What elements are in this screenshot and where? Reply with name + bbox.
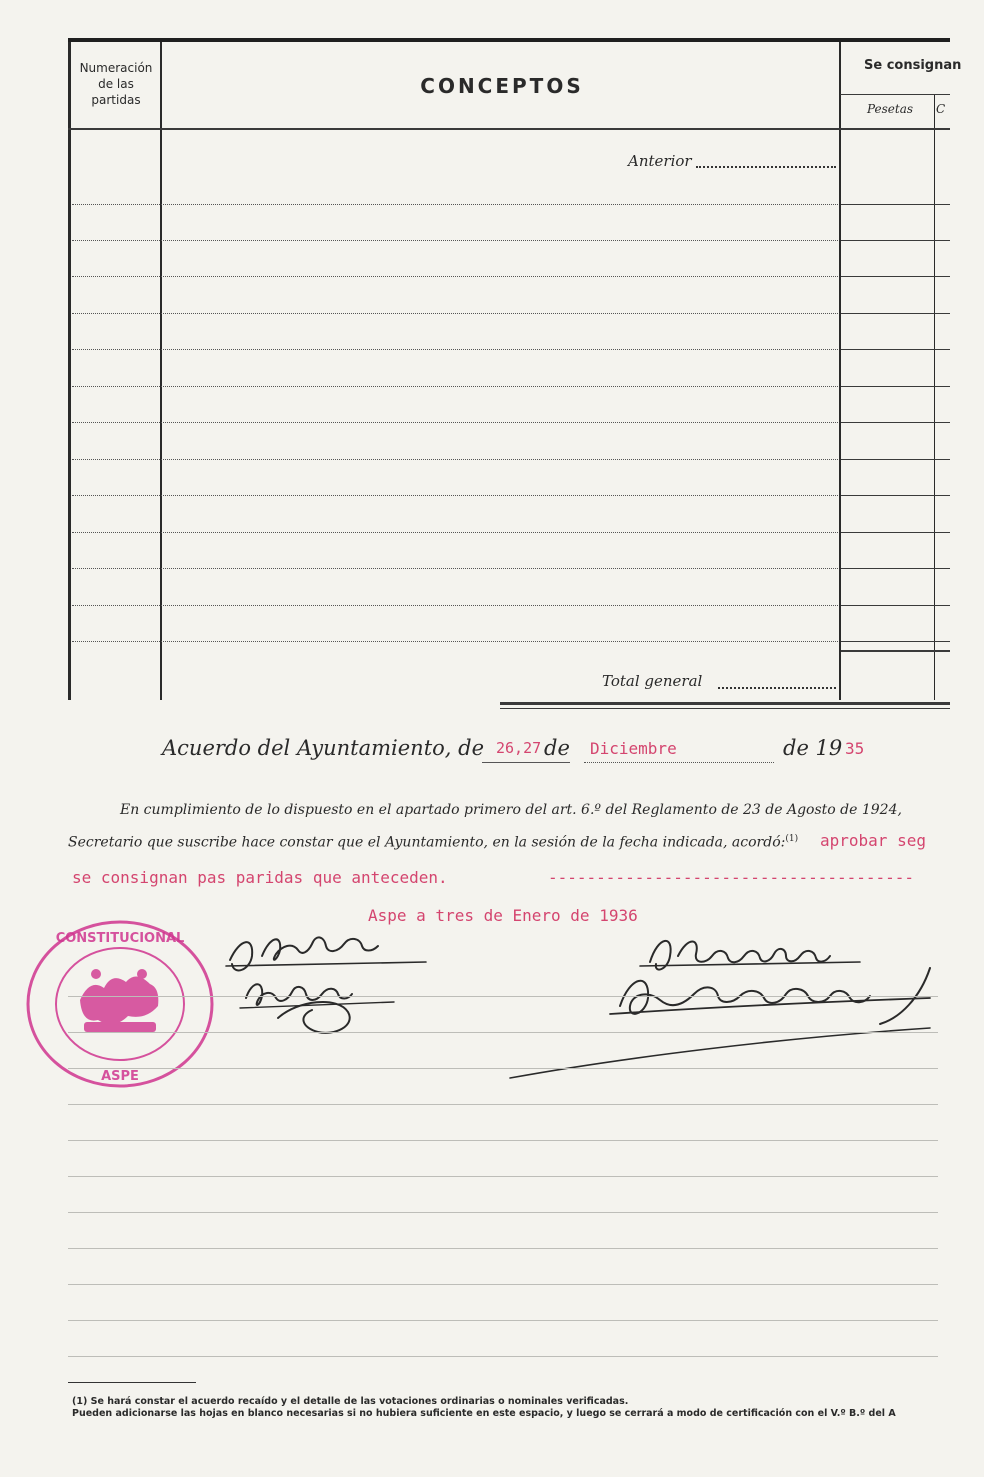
blank-writing-line xyxy=(68,1140,938,1141)
ledger-row-rule xyxy=(841,204,950,205)
ledger-row-rule xyxy=(72,313,838,314)
ledger-row-rule xyxy=(841,386,950,387)
typed-place-date: Aspe a tres de Enero de 1936 xyxy=(368,906,638,925)
ledger-row-rule xyxy=(841,240,950,241)
footnote-rule xyxy=(68,1382,196,1383)
blank-writing-line xyxy=(68,1032,938,1033)
total-top-rule xyxy=(841,650,950,652)
ledger-row-rule xyxy=(72,605,838,606)
typed-dash-fill: -------------------------------------- xyxy=(548,868,915,887)
seal-lettering: CONSTITUCIONAL xyxy=(55,931,185,946)
ledger-row-rule xyxy=(841,422,950,423)
certificacion-line-2-text: Secretario que suscribe hace constar que el Ayuntamiento, en la sesión de la fecha indicada, acordó: xyxy=(68,834,786,851)
column-divider xyxy=(160,42,162,700)
month-underline xyxy=(584,762,774,763)
footnote-2: Pueden adicionarse las hojas en blanco necesarias si no hubiera suficiente en este espacio, y luego se cerrará a modo de certificación con el V.º B.º del A xyxy=(72,1408,896,1419)
ledger-row-rule xyxy=(72,386,838,387)
ledger-row-rule xyxy=(841,459,950,460)
numeracion-header: Numeración de las partidas xyxy=(79,61,153,107)
secretario-signature xyxy=(500,928,940,1088)
certificacion-line-1: En cumplimiento de lo dispuesto en el apartado primero del art. 6.º del Reglamento de 23 de Agosto de 1924, xyxy=(120,802,902,818)
table-top-border xyxy=(68,38,950,42)
blank-writing-line xyxy=(68,1068,938,1069)
anterior-label: Anterior xyxy=(628,152,692,170)
acuerdo-month: Diciembre xyxy=(590,739,677,758)
blank-writing-line xyxy=(68,996,938,997)
budget-ledger-table xyxy=(68,38,962,700)
anterior-leader xyxy=(696,166,836,168)
alcalde-signature xyxy=(218,926,438,1056)
blank-writing-line xyxy=(68,1356,938,1357)
municipal-seal-stamp xyxy=(22,914,218,1094)
consignan-header: Se consignan xyxy=(864,58,962,73)
ledger-row-rule xyxy=(841,605,950,606)
blank-writing-line xyxy=(68,1248,938,1249)
ledger-row-rule xyxy=(72,641,838,642)
typed-acuerdo-line-1: aprobar seg xyxy=(820,831,926,850)
footnote-1: (1) Se hará constar el acuerdo recaído y el detalle de las votaciones ordinarias o nominales verificadas. xyxy=(72,1396,629,1407)
ledger-row-rule xyxy=(72,532,838,533)
blank-writing-line xyxy=(68,1212,938,1213)
acuerdo-year-suffix: 35 xyxy=(845,739,865,758)
total-general-label: Total general xyxy=(602,672,703,690)
ledger-row-rule xyxy=(72,422,838,423)
blank-writing-line xyxy=(68,1104,938,1105)
ledger-row-rule xyxy=(72,204,838,205)
acuerdo-de-label: de xyxy=(544,736,570,760)
certificacion-line-2 xyxy=(68,834,798,851)
column-divider xyxy=(839,42,841,700)
acuerdo-day: 26,27 xyxy=(496,739,542,757)
typed-acuerdo-line-2: se consignan pas paridas que anteceden. xyxy=(72,868,448,887)
conceptos-header: CONCEPTOS xyxy=(420,74,584,98)
ledger-row-rule xyxy=(841,349,950,350)
pesetas-header: Pesetas xyxy=(866,102,914,116)
table-bottom-rule xyxy=(500,708,950,709)
column-divider xyxy=(68,42,71,700)
ledger-row-rule xyxy=(72,349,838,350)
ledger-row-rule xyxy=(841,495,950,496)
ledger-row-rule xyxy=(841,532,950,533)
ledger-row-rule xyxy=(72,568,838,569)
footnote-ref: (1) xyxy=(785,834,799,844)
ledger-row-rule xyxy=(841,276,950,277)
ledger-row-rule xyxy=(72,240,838,241)
ledger-row-rule xyxy=(72,459,838,460)
consign-subheader-rule xyxy=(840,94,950,95)
blank-writing-line xyxy=(68,1284,938,1285)
blank-writing-line xyxy=(68,1176,938,1177)
header-bottom-rule xyxy=(68,128,950,130)
ledger-row-rule xyxy=(841,641,950,642)
centimos-header: C xyxy=(936,102,946,116)
ledger-row-rule xyxy=(72,276,838,277)
column-divider xyxy=(934,94,935,700)
table-bottom-rule xyxy=(500,702,950,705)
ledger-row-rule xyxy=(841,313,950,314)
total-leader xyxy=(718,687,836,689)
acuerdo-title: Acuerdo del Ayuntamiento, de xyxy=(162,736,485,760)
ledger-row-rule xyxy=(72,495,838,496)
ledger-row-rule xyxy=(841,568,950,569)
svg-text:ASPE: ASPE xyxy=(101,1069,139,1084)
acuerdo-year-prefix: de 19 xyxy=(783,736,843,760)
blank-writing-line xyxy=(68,1320,938,1321)
day-underline xyxy=(482,762,570,763)
